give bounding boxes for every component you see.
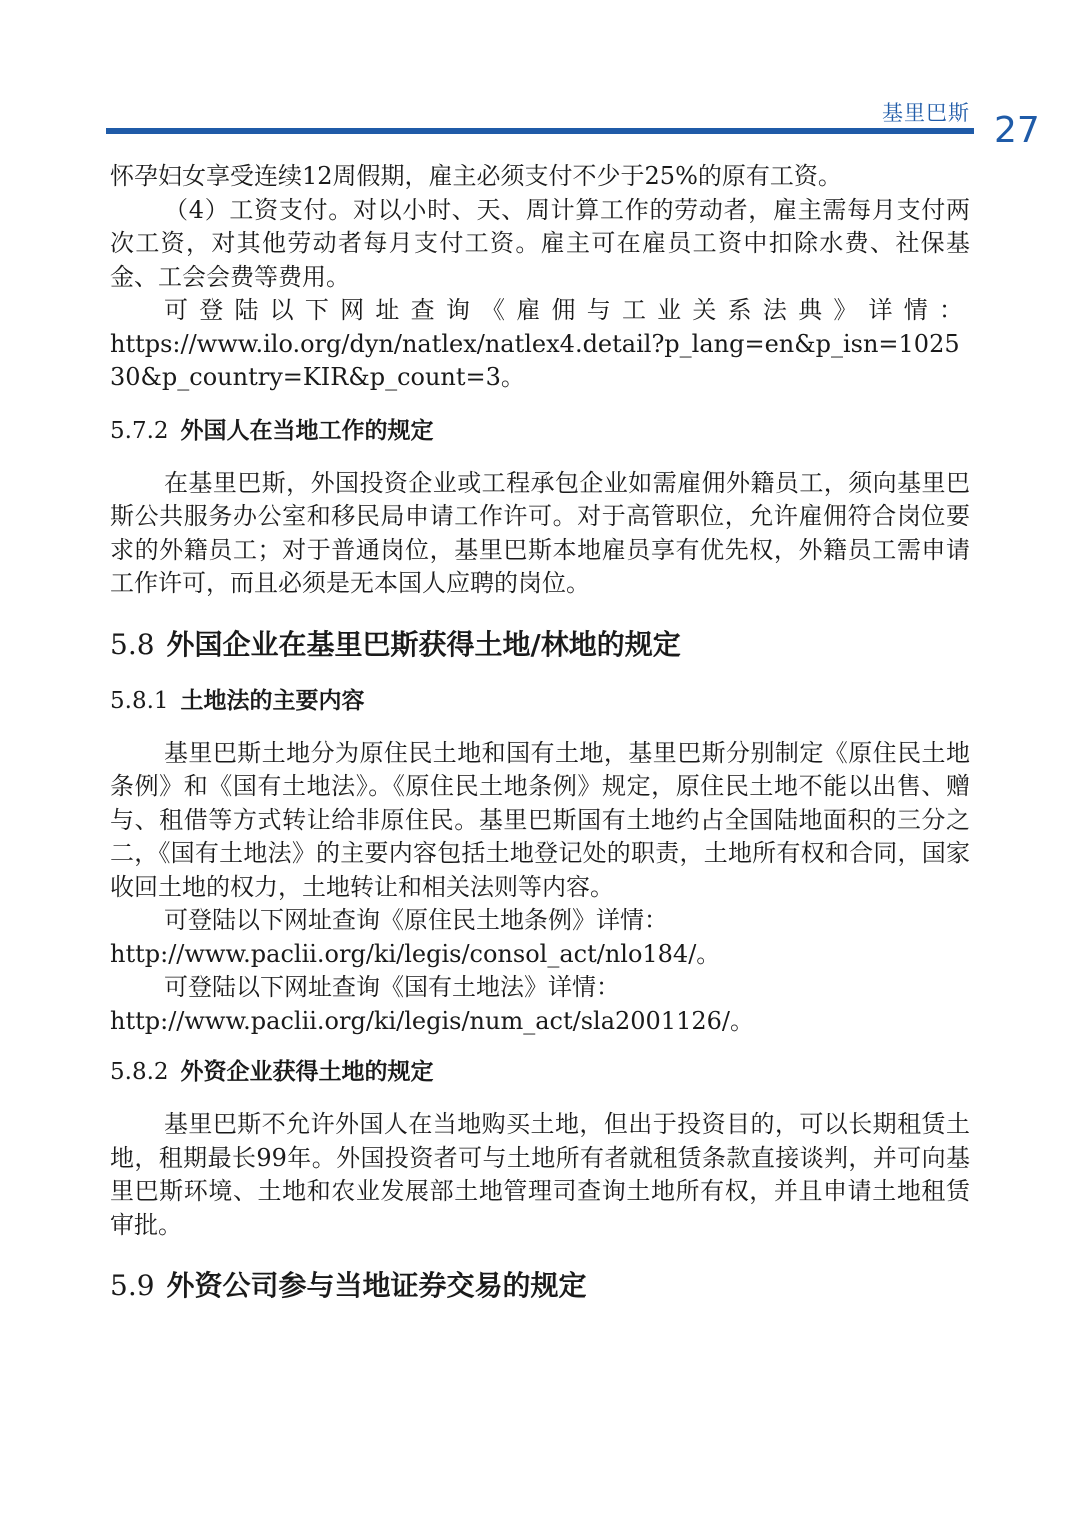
heading-5-8-2-number: 5.8.2 [110,1059,169,1085]
heading-5-8-2-title: 外资企业获得土地的规定 [180,1058,434,1085]
running-header-country: 基里巴斯 [882,101,970,125]
heading-5-8-1-title: 土地法的主要内容 [180,686,365,714]
page-body [110,160,970,1304]
heading-5-9 [110,1268,970,1304]
paragraph-state-land-link: 可登陆以下网址查询《国有土地法》详情： [164,973,620,1001]
paragraph-land-law: 基里巴斯土地分为原住民土地和国有土地，基里巴斯分别制定《原住民土地条例》和《国有土地法》。《原住民土地条例》规定，原住民土地不能以出售、赠与、租借等方式转让给非原住民。基里巴斯国有土地约占全国陆地面积的三分之二，《国有土地法》的主要内容包括土地登记处的职责，土地所有权和合同，国家收回土地的权力，土地转让和相关法则等内容。 [110,738,970,901]
paragraph-labour-code-link [110,294,970,328]
heading-5-8-1 [110,685,970,717]
heading-5-7-2 [110,415,970,447]
heading-5-7-2-number: 5.7.2 [110,417,169,444]
heading-5-8-2 [110,1056,970,1088]
heading-5-8-number: 5.8 [110,627,155,661]
paragraph-wage-payment: （4）工资支付。对以小时、天、周计算工作的劳动者，雇主需每月支付两次工资，对其他劳动者每月支付工资。雇主可在雇员工资中扣除水费、社保基金、工会会费等费用。 [110,195,970,291]
heading-5-8-1-number: 5.8.1 [110,687,169,714]
native-land-url[interactable]: http://www.paclii.org/ki/legis/consol_act/nlo184/。 [110,939,721,968]
labour-code-url[interactable]: https://www.ilo.org/dyn/natlex/natlex4.detail?p_lang=en&p_isn=102530&p_country=KIR&p_count=3。 [110,329,960,391]
paragraph-native-land-link: 可登陆以下网址查询《原住民土地条例》详情： [164,906,668,934]
paragraph-land-lease: 基里巴斯不允许外国人在当地购买土地，但出于投资目的，可以长期租赁土地，租期最长99年。外国投资者可与土地所有者就租赁条款直接谈判，并可向基里巴斯环境、土地和农业发展部土地管理司查询土地所有权，并且申请土地租赁审批。 [110,1110,970,1239]
header-divider [106,128,974,134]
state-land-url[interactable]: http://www.paclii.org/ki/legis/num_act/sla2001126/。 [110,1006,754,1035]
heading-5-9-number: 5.9 [110,1269,155,1302]
paragraph-foreign-workers: 在基里巴斯，外国投资企业或工程承包企业如需雇佣外籍员工，须向基里巴斯公共服务办公室和移民局申请工作许可。对于高管职位，允许雇佣符合岗位要求的外籍员工；对于普通岗位，基里巴斯本地雇员享有优先权，外籍员工需申请工作许可，而且必须是无本国人应聘的岗位。 [110,468,970,597]
labour-code-text: 可登陆以下网址查询《雇佣与工业关系法典》详情： [164,296,970,324]
heading-5-9-title: 外资公司参与当地证券交易的规定 [166,1269,587,1302]
heading-5-8 [110,627,970,663]
heading-5-7-2-title: 外国人在当地工作的规定 [180,416,434,444]
paragraph-maternity: 怀孕妇女享受连续12周假期，雇主必须支付不少于25%的原有工资。 [110,162,842,190]
heading-5-8-title: 外国企业在基里巴斯获得土地/林地的规定 [166,627,681,661]
page-number: 27 [994,110,1040,151]
